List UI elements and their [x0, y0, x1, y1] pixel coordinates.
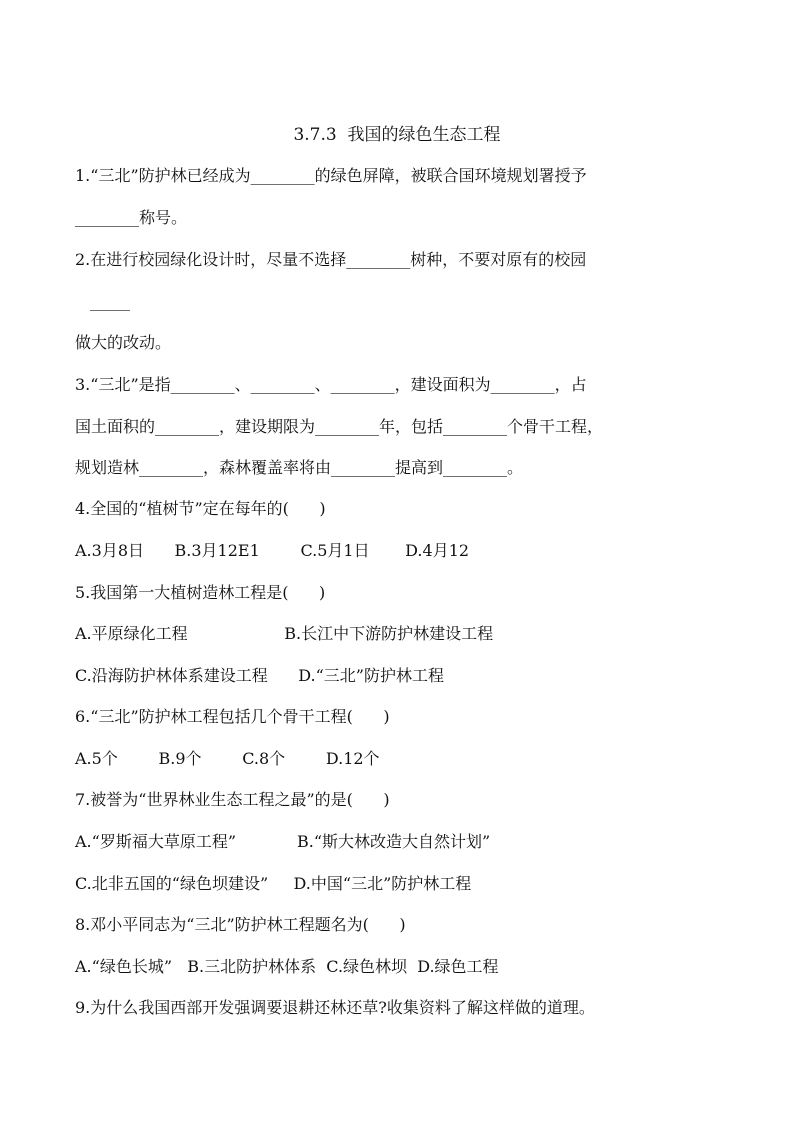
q3-line1: 3.“三北”是指________、________、________，建设面积为________，占 [75, 375, 587, 394]
q7-question: 7.被誉为“世界林业生态工程之最”的是( ) [75, 790, 390, 809]
q6-question: 6.“三北”防护林工程包括几个骨干工程( ) [75, 707, 390, 726]
q2-line3: 做大的改动。 [75, 333, 172, 352]
page-title: 3.7.3 我国的绿色生态工程 [293, 125, 501, 145]
q7-options-cd: C.北非五国的“绿色坝建设” D.中国“三北”防护林工程 [75, 874, 472, 893]
q4-question: 4.全国的“植树节”定在每年的( ) [75, 499, 326, 518]
q4-options: A.3月8日 B.3月12E1 C.5月1日 D.4月12 [75, 541, 470, 560]
q7-options-ab: A.“罗斯福大草原工程” B.“斯大林改造大自然计划” [75, 832, 491, 851]
q8-options: A.“绿色长城” B.三北防护林体系 C.绿色林坝 D.绿色工程 [75, 957, 499, 976]
q2-line2: _____ [90, 292, 130, 311]
q3-line2: 国土面积的________，建设期限为________年，包括________个骨干工程， [75, 417, 604, 436]
q9-question: 9.为什么我国西部开发强调要退耕还林还草?收集资料了解这样做的道理。 [75, 998, 595, 1017]
q5-options-cd: C.沿海防护林体系建设工程 D.“三北”防护林工程 [75, 666, 444, 685]
q3-line3: 规划造林________，森林覆盖率将由________提高到________。 [75, 458, 524, 477]
q5-question: 5.我国第一大植树造林工程是( ) [75, 583, 326, 602]
q1-line2: ________称号。 [75, 208, 188, 227]
q2-line1: 2.在进行校园绿化设计时，尽量不选择________树种，不要对原有的校园 [75, 250, 587, 269]
q6-options: A.5个 B.9个 C.8个 D.12个 [75, 749, 380, 768]
q1-line1: 1.“三北”防护林已经成为________的绿色屏障，被联合国环境规划署授予 [75, 166, 587, 185]
q8-question: 8.邓小平同志为“三北”防护林工程题名为( ) [75, 915, 406, 934]
q5-options-ab: A.平原绿化工程 B.长江中下游防护林建设工程 [75, 624, 494, 643]
